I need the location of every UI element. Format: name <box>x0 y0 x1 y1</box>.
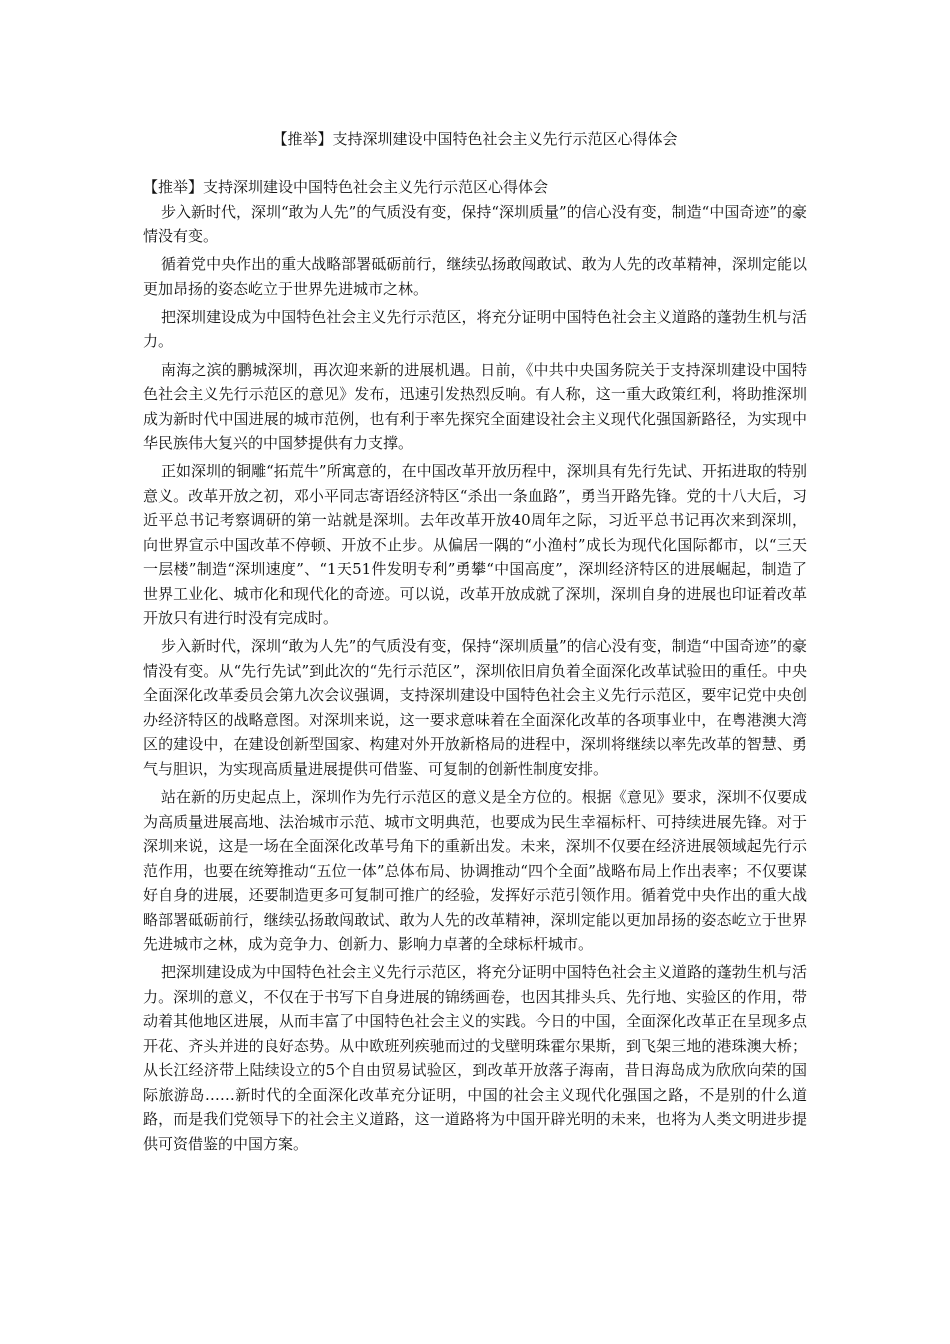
paragraph: 循着党中央作出的重大战略部署砥砺前行，继续弘扬敢闯敢试、敢为人先的改革精神，深圳定能以更加昂扬的姿态屹立于世界先进城市之林。 <box>143 255 807 298</box>
paragraph: 站在新的历史起点上，深圳作为先行示范区的意义是全方位的。根据《意见》要求，深圳不仅要成为高质量进展高地、法治城市示范、城市文明典范，也要成为民生幸福标杆、可持续进展先锋。对于深圳来说，这是一场在全面深化改革号角下的重新出发。未来，深圳不仅要在经济进展领域起先行示范作用，也要在统筹推动“五位一体”总体布局、协调推动“四个全面”战略布局上作出表率；不仅要谋好自身的进展，还要制造更多可复制可推广的经验，发挥好示范引领作用。循着党中央作出的重大战略部署砥砺前行，继续弘扬敢闯敢试、敢为人先的改革精神，深圳定能以更加昂扬的姿态屹立于世界先进城市之林，成为竞争力、创新力、影响力卓著的全球标杆城市。 <box>143 788 807 954</box>
paragraph: 步入新时代，深圳“敢为人先”的气质没有变，保持“深圳质量”的信心没有变，制造“中国奇迹”的豪情没有变。 <box>143 202 808 245</box>
paragraph: 把深圳建设成为中国特色社会主义先行示范区，将充分证明中国特色社会主义道路的蓬勃生机与活力。 <box>143 307 807 351</box>
document-title: 【推举】支持深圳建设中国特色社会主义先行示范区心得体会 <box>272 130 678 148</box>
paragraph: 正如深圳的铜雕“拓荒牛”所寓意的，在中国改革开放历程中，深圳具有先行先试、开拓进取的特别意义。改革开放之初，邓小平同志寄语经济特区“杀出一条血路”，勇当开路先锋。党的十八大后，习近平总书记考察调研的第一站就是深圳。去年改革开放40周年之际，习近平总书记再次来到深圳，向世界宣示中国改革不停顿、开放不止步。从偏居一隅的“小渔村”成长为现代化国际都市，以“三天一层楼”制造“深圳速度”、“1天51件发明专利”勇攀“中国高度”，深圳经济特区的进展崛起，制造了世界工业化、城市化和现代化的奇迹。可以说，改革开放成就了深圳，深圳自身的进展也印证着改革开放只有进行时没有完成时。 <box>143 462 807 628</box>
paragraph: 步入新时代，深圳“敢为人先”的气质没有变，保持“深圳质量”的信心没有变，制造“中国奇迹”的豪情没有变。从“先行先试”到此次的“先行示范区”，深圳依旧肩负着全面深化改革试验田的重任。中央全面深化改革委员会第九次会议强调，支持深圳建设中国特色社会主义先行示范区，要牢记党中央创办经济特区的战略意图。对深圳来说，这一要求意味着在全面深化改革的各项事业中，在粤港澳大湾区的建设中，在建设创新型国家、构建对外开放新格局的进程中，深圳将继续以率先改革的智慧、勇气与胆识，为实现高质量进展提供可借鉴、可复制的创新性制度安排。 <box>143 637 808 778</box>
paragraph: 南海之滨的鹏城深圳，再次迎来新的进展机遇。日前，《中共中央国务院关于支持深圳建设中国特色社会主义先行示范区的意见》发布，迅速引发热烈反响。有人称，这一重大政策红利，将助推深圳成为新时代中国进展的城市范例，也有利于率先探究全面建设社会主义现代化强国新路径，为实现中华民族伟大复兴的中国梦提供有力支撑。 <box>143 360 807 453</box>
document-subtitle: 【推举】支持深圳建设中国特色社会主义先行示范区心得体会 <box>143 178 549 196</box>
paragraph: 把深圳建设成为中国特色社会主义先行示范区，将充分证明中国特色社会主义道路的蓬勃生机与活力。深圳的意义，不仅在于书写下自身进展的锦绣画卷，也因其排头兵、先行地、实验区的作用，带动着其他地区进展，从而丰富了中国特色社会主义的实践。今日的中国，全面深化改革正在呈现多点开花、齐头并进的良好态势。从中欧班列疾驰而过的戈壁明珠霍尔果斯，到飞架三地的港珠澳大桥；从长江经济带上陆续设立的5个自由贸易试验区，到改革开放落子海南，昔日海岛成为欣欣向荣的国际旅游岛……新时代的全面深化改革充分证明，中国的社会主义现代化强国之路，不是别的什么道路，而是我们党领导下的社会主义道路，这一道路将为中国开辟光明的未来，也将为人类文明进步提供可资借鉴的中国方案。 <box>143 963 807 1153</box>
document-body <box>143 175 807 1160</box>
